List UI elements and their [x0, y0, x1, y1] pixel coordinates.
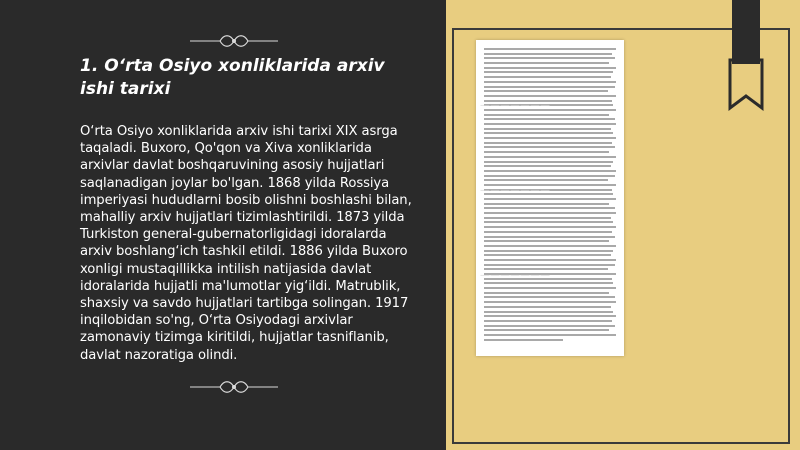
document-text-line	[484, 325, 615, 327]
slide-title: 1. O‘rta Osiyo xonliklarida arxiv ishi tarixi	[80, 56, 385, 99]
document-text-line	[484, 62, 609, 64]
document-text-line	[484, 198, 616, 200]
document-text-line	[484, 123, 616, 125]
document-text-line	[484, 226, 616, 228]
document-text-line	[484, 217, 611, 219]
document-text-line	[484, 282, 613, 284]
document-text-line	[484, 212, 616, 214]
document-text-line	[484, 254, 611, 256]
document-text-line	[484, 146, 615, 148]
document-text-line	[484, 259, 616, 261]
document-text-line	[484, 315, 616, 317]
document-text-line	[484, 57, 615, 59]
document-text-line	[484, 301, 616, 303]
document-watermark: ———————	[480, 185, 550, 196]
document-text-line	[484, 151, 609, 153]
document-text-line	[484, 114, 609, 116]
slide-body-text: O‘rta Osiyo xonliklarida arxiv ishi tarixi XIX asrga taqaladi. Buxoro, Qo'qon va Xiva xonliklarida arxivlar davlat boshqaruvining asosiy hujjatlari saqlanadigan joylar bo'lgan. 1868 yilda Rossiya imperiyasi hududlarni bosib olishni boshlashi bilan, mahalliy arxiv hujjatlari tizimlashtirildi. 1873 yilda Turkiston general-gubernatorligidagi idoralarda arxiv boshlang‘ich tashkil etildi. 1886 yilda Buxoro xonligi mustaqillikka intilish natijasida davlat idoralarida hujjatli ma'lumotlar yig‘ildi. Matrublik, shaxsiy va savdo hujjatlari tartibga solingan. 1917 inqilobidan so'ng, O‘rta Osiyodagi arxivlar zamonaviy tizimga kiritildi, hujjatlar tasniflanib, davlat nazoratiga olindi.	[80, 124, 412, 363]
document-text-line	[484, 207, 615, 209]
document-text-line	[484, 339, 563, 341]
document-text-line	[484, 203, 609, 205]
document-text-line	[484, 76, 611, 78]
bookmark-icon	[726, 0, 766, 112]
document-text-line	[484, 86, 615, 88]
document-text-line	[484, 71, 613, 73]
document-text-line	[484, 236, 615, 238]
document-text-line	[484, 142, 612, 144]
document-text-line	[484, 221, 613, 223]
document-text-line	[484, 161, 613, 163]
document-text-line	[484, 48, 616, 50]
document-text-line	[484, 334, 616, 336]
document-text-line	[484, 81, 616, 83]
document-text-line	[484, 118, 615, 120]
document-text-line	[484, 132, 613, 134]
document-text-line	[484, 90, 608, 92]
document-text-line	[484, 329, 609, 331]
document-text-line	[484, 240, 609, 242]
document-text-line	[484, 264, 615, 266]
document-text-line	[484, 165, 611, 167]
document-text-line	[484, 320, 612, 322]
document-text-line	[484, 292, 609, 294]
ornament-divider-top	[190, 32, 278, 50]
document-text-line	[484, 306, 611, 308]
document-text-line	[484, 296, 615, 298]
document-text-line	[484, 67, 616, 69]
document-watermark: ———————	[480, 100, 550, 111]
document-watermark: ———————	[480, 270, 550, 281]
document-text-line	[484, 245, 616, 247]
ornament-divider-bottom	[190, 378, 278, 396]
document-text-line	[484, 311, 613, 313]
document-text-line	[484, 250, 613, 252]
document-text-line	[484, 137, 616, 139]
document-text-line	[484, 175, 615, 177]
document-scan-image	[476, 40, 624, 356]
document-text-line	[484, 179, 608, 181]
document-text-line	[484, 231, 612, 233]
document-text-line	[484, 170, 616, 172]
document-text-line	[484, 95, 616, 97]
document-text-line	[484, 287, 616, 289]
document-text-line	[484, 156, 616, 158]
document-text-line	[484, 53, 612, 55]
document-text-line	[484, 128, 611, 130]
